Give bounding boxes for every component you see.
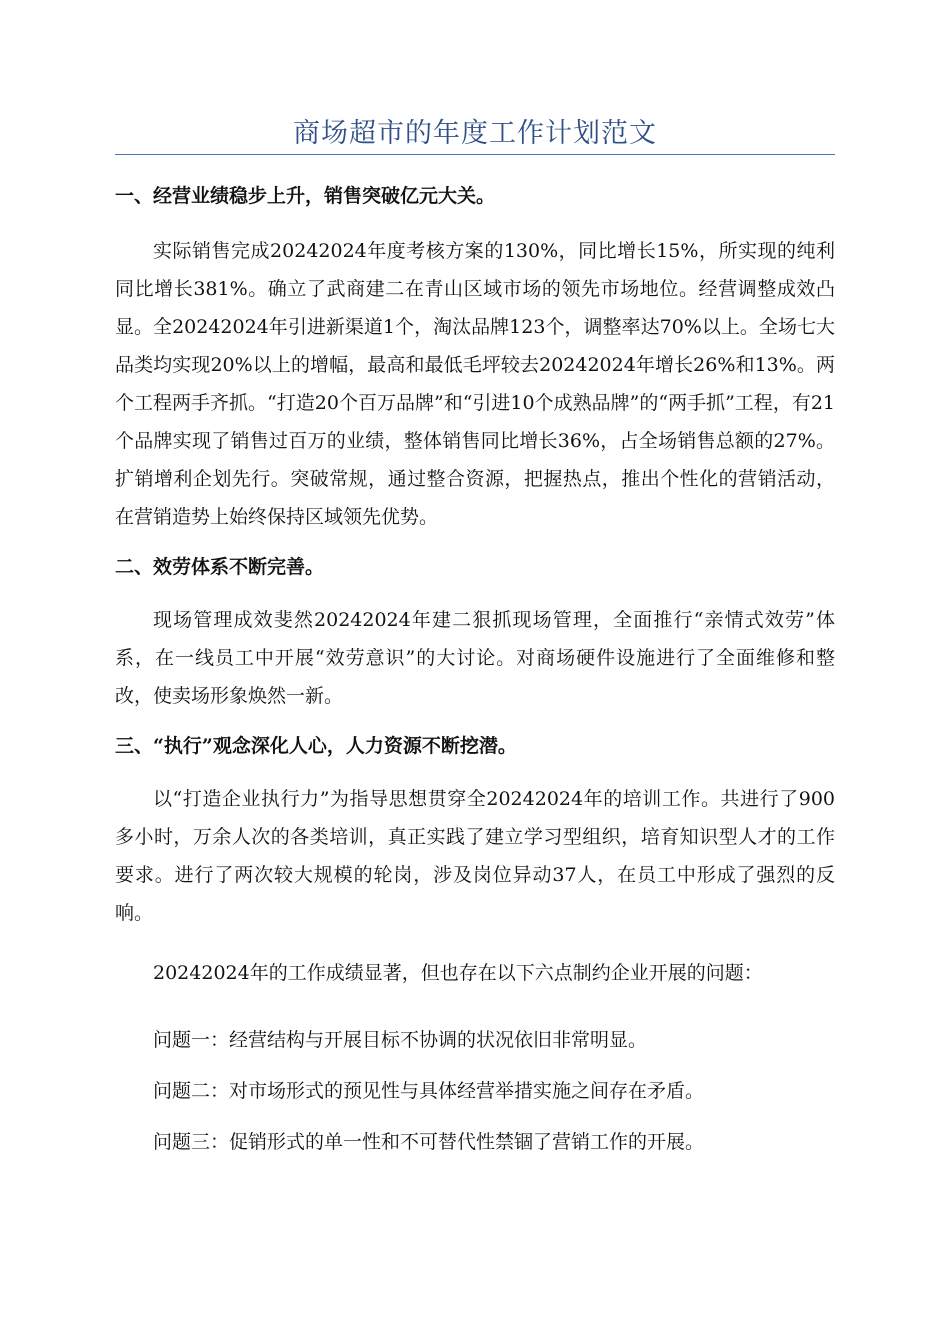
title-underline [115,154,835,155]
section-paragraph-1: 实际销售完成20242024年度考核方案的130%，同比增长15%，所实现的纯利同比增长381%。确立了武商建二在青山区域市场的领先市场地位。经营调整成效凸显。全20242024年引进新渠道1个，淘汰品牌123个，调整率达70%以上。全场七大品类均实现20%以上的增幅，最高和最低毛坪较去20242024年增长26%和13%。两个工程两手齐抓。“打造20个百万品牌”和“引进10个成熟品牌”的“两手抓”工程，有21个品牌实现了销售过百万的业绩，整体销售同比增长36%，占全场销售总额的27%。扩销增利企划先行。突破常规，通过整合资源，把握热点，推出个性化的营销活动，在营销造势上始终保持区域领先优势。 [115,240,835,528]
section-heading-1: 一、经营业绩稳步上升，销售突破亿元大关。 [115,185,496,207]
section-paragraph-3: 以“打造企业执行力”为指导思想贯穿全20242024年的培训工作。共进行了900多小时，万余人次的各类培训，真正实践了建立学习型组织，培育知识型人才的工作要求。进行了两次较大规模的轮岗，涉及岗位异动37人，在员工中形成了强烈的反响。 [115,788,835,924]
section-heading-2: 二、效劳体系不断完善。 [115,556,325,578]
document-page [115,0,835,1344]
section-heading-3: 三、“执行”观念深化人心，人力资源不断挖潜。 [115,735,517,757]
document-title: 商场超市的年度工作计划范文 [293,118,657,149]
section-paragraph-2: 现场管理成效斐然20242024年建二狠抓现场管理，全面推行“亲情式效劳”体系，在一线员工中开展“效劳意识”的大讨论。对商场硬件设施进行了全面维修和整改，使卖场形象焕然一新。 [115,609,835,707]
summary-paragraph: 20242024年的工作成绩显著，但也存在以下六点制约企业开展的问题： [153,962,763,984]
issue-item-1: 问题一：经营结构与开展目标不协调的状况依旧非常明显。 [153,1029,648,1051]
issue-item-3: 问题三：促销形式的单一性和不可替代性禁锢了营销工作的开展。 [153,1131,705,1153]
issue-item-2: 问题二：对市场形式的预见性与具体经营举措实施之间存在矛盾。 [153,1080,705,1102]
